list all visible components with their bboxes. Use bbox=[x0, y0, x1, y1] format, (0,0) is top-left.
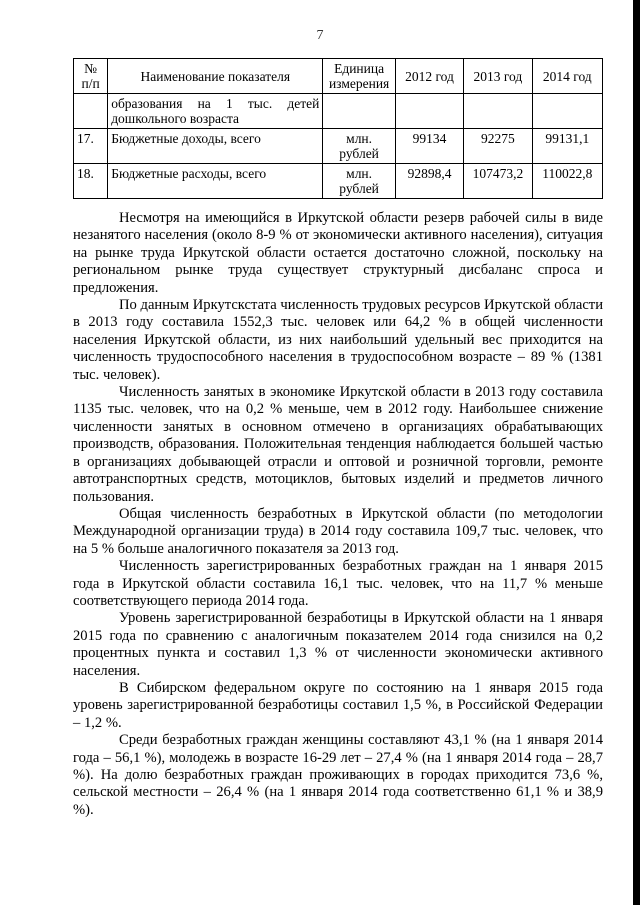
body-text bbox=[73, 210, 603, 819]
row-unit: млн. рублей bbox=[323, 164, 395, 199]
paragraph-unemployed-structure: Среди безработных граждан женщины составляют 43,1 % (на 1 января 2014 года – 56,1 %), молодежь в возрасте 16-29 лет – 27,4 % (на 1 января 2014 года – 28,7 %). На долю безработных граждан проживающих в городах приходится 73,6 %, сельской местности – 26,4 % (на 1 января 2014 года соответственно 61,1 % и 38,9 %). bbox=[73, 732, 603, 818]
row-value-2014: 110022,8 bbox=[532, 164, 602, 199]
header-unit: Единица измерения bbox=[323, 59, 395, 94]
page-number: 7 bbox=[316, 28, 324, 43]
row-value-2013: 92275 bbox=[464, 129, 532, 164]
header-2012: 2012 год bbox=[395, 59, 463, 94]
row-value-2012 bbox=[395, 94, 463, 129]
table-row bbox=[74, 94, 603, 129]
indicators-table bbox=[73, 58, 603, 199]
paragraph-employment: Численность занятых в экономике Иркутской области в 2013 году составила 1135 тыс. человек, что на 0,2 % меньше, чем в 2012 году. Наибольшее снижение численности занятых в основном отмечено в организациях обрабатывающих производств, образования. Положительная тенденция наблюдается большей частью в организациях добывающей отрасли и оптовой и розничной торговли, ремонте автотранспортных средств, мотоциклов, бытовых изделий и предметов личного пользования. bbox=[73, 384, 603, 505]
row-unit: млн. рублей bbox=[323, 129, 395, 164]
paragraph-labor-reserve: Несмотря на имеющийся в Иркутской области резерв рабочей силы в виде незанятого населения (около 8-9 % от экономически активного населения), ситуация на рынке труда Иркутской области остается достаточно сложной, поскольку на региональном рынке труда существует структурный дисбаланс спроса и предложения. bbox=[73, 210, 603, 296]
row-value-2012: 92898,4 bbox=[395, 164, 463, 199]
row-value-2013 bbox=[464, 94, 532, 129]
row-number: 18. bbox=[74, 164, 108, 199]
row-value-2012: 99134 bbox=[395, 129, 463, 164]
row-name: Бюджетные расходы, всего bbox=[108, 164, 323, 199]
scan-edge bbox=[633, 0, 640, 905]
row-number bbox=[74, 94, 108, 129]
row-value-2013: 107473,2 bbox=[464, 164, 532, 199]
table-row bbox=[74, 164, 603, 199]
header-name: Наименование показателя bbox=[108, 59, 323, 94]
table-header-row bbox=[74, 59, 603, 94]
header-number: № п/п bbox=[74, 59, 108, 94]
row-name: образования на 1 тыс. детей дошкольного возраста bbox=[108, 94, 323, 129]
paragraph-labor-resources: По данным Иркутскстата численность трудовых ресурсов Иркутской области в 2013 году составила 1552,3 тыс. человек или 64,2 % в общей численности населения Иркутской области, из них наибольший удельный вес приходится на численность трудоспособного населения в трудоспособном возрасте – 89 % (1381 тыс. человек). bbox=[73, 297, 603, 383]
header-2014: 2014 год bbox=[532, 59, 602, 94]
row-value-2014 bbox=[532, 94, 602, 129]
paragraph-unemployment-rate: Уровень зарегистрированной безработицы в Иркутской области на 1 января 2015 года по сравнению с аналогичным показателем 2014 года снизился на 0,2 процентных пункта и составил 1,3 % от численности экономически активного населения. bbox=[73, 610, 603, 679]
row-name: Бюджетные доходы, всего bbox=[108, 129, 323, 164]
table-row bbox=[74, 129, 603, 164]
row-number: 17. bbox=[74, 129, 108, 164]
paragraph-unemployment-ilo: Общая численность безработных в Иркутской области (по методологии Международной организации труда) в 2014 году составила 109,7 тыс. человек, что на 5 % больше аналогичного показателя за 2013 год. bbox=[73, 505, 603, 557]
paragraph-siberian-district: В Сибирском федеральном округе по состоянию на 1 января 2015 года уровень зарегистрированной безработицы составил 1,5 %, в Российской Федерации – 1,2 %. bbox=[73, 679, 603, 731]
row-unit bbox=[323, 94, 395, 129]
header-2013: 2013 год bbox=[464, 59, 532, 94]
paragraph-registered-unemployed: Численность зарегистрированных безработных граждан на 1 января 2015 года в Иркутской области составила 16,1 тыс. человек, что на 11,7 % меньше соответствующего периода 2014 года. bbox=[73, 558, 603, 609]
row-value-2014: 99131,1 bbox=[532, 129, 602, 164]
